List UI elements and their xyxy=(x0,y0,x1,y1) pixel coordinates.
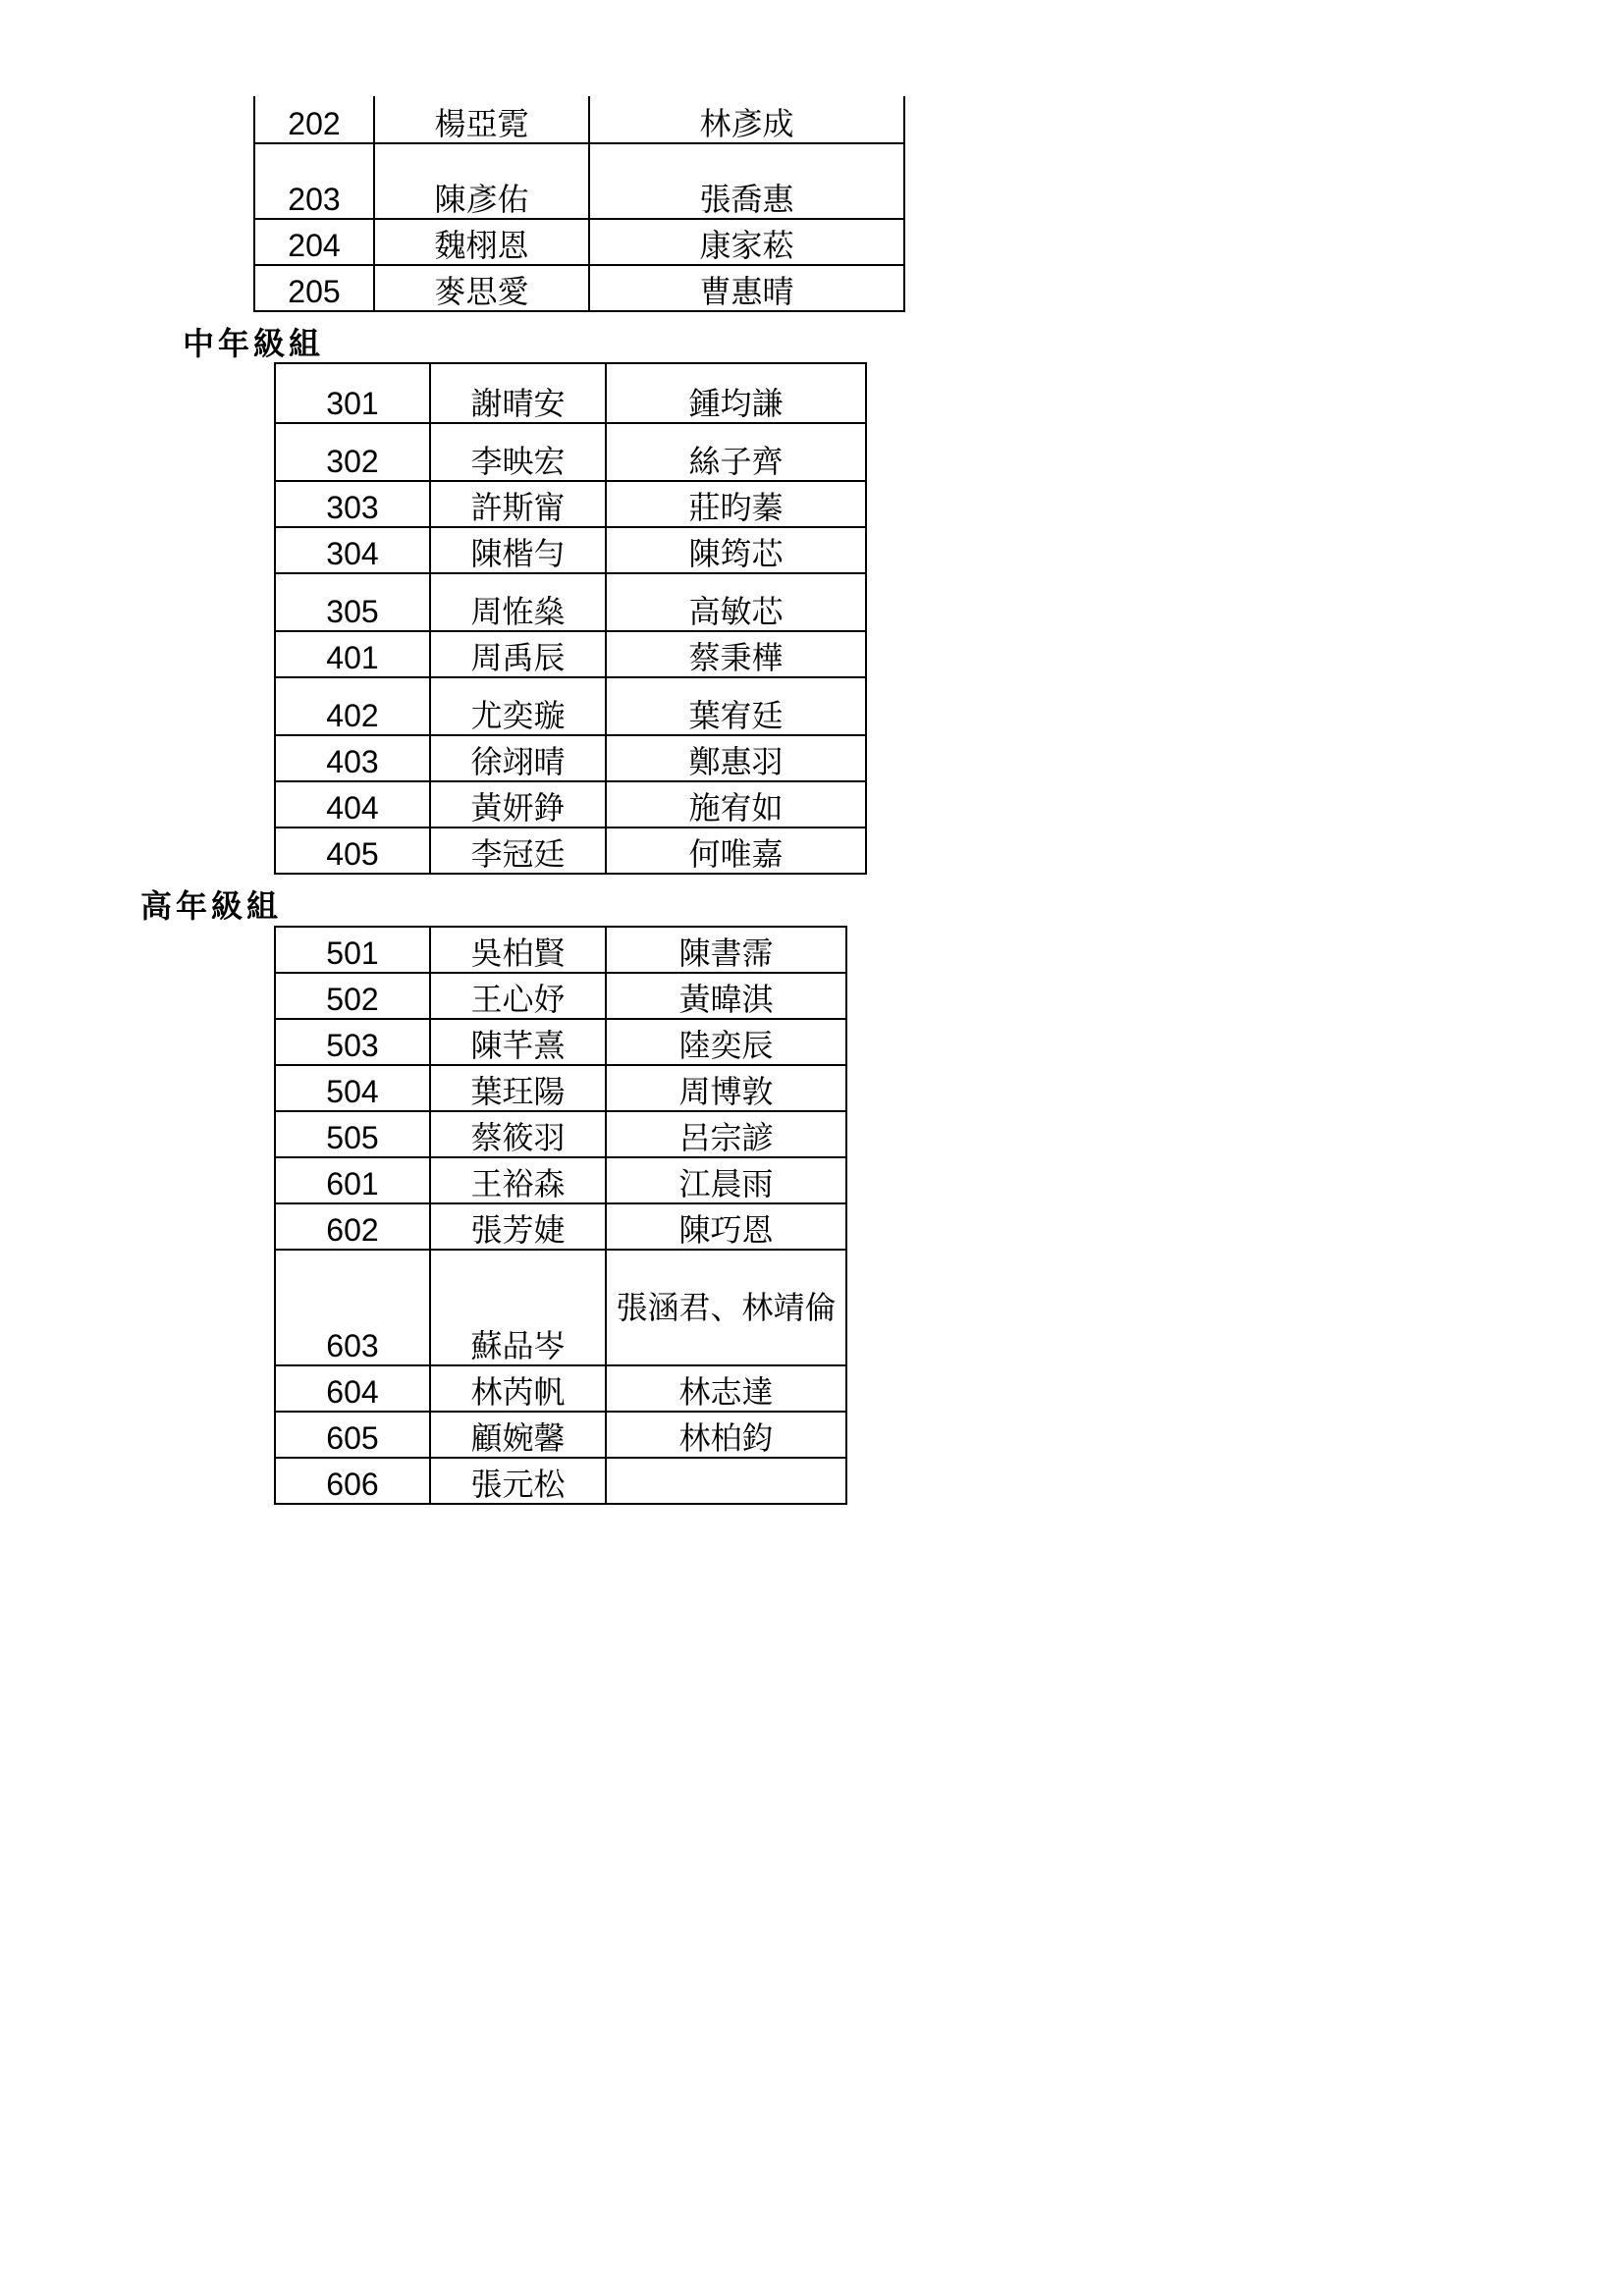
table-upper-grade xyxy=(274,926,847,1505)
student-name: 莊昀蓁 xyxy=(606,481,866,527)
student-name: 徐翊晴 xyxy=(430,735,606,781)
table-row xyxy=(275,1203,846,1250)
class-number: 604 xyxy=(275,1365,430,1412)
table-row xyxy=(275,1157,846,1203)
student-name: 周博敦 xyxy=(606,1065,846,1111)
table-row xyxy=(254,219,904,265)
class-number: 601 xyxy=(275,1157,430,1203)
student-name: 李冠廷 xyxy=(430,828,606,874)
student-name: 王裕森 xyxy=(430,1157,606,1203)
student-name: 黃妍錚 xyxy=(430,781,606,828)
student-name: 李映宏 xyxy=(430,423,606,481)
class-number: 602 xyxy=(275,1203,430,1250)
student-name: 謝晴安 xyxy=(430,363,606,423)
table-row xyxy=(275,781,866,828)
class-number: 402 xyxy=(275,677,430,735)
table-row xyxy=(275,677,866,735)
student-name: 張芳婕 xyxy=(430,1203,606,1250)
class-number: 503 xyxy=(275,1019,430,1065)
table-row xyxy=(275,1458,846,1504)
class-number: 502 xyxy=(275,973,430,1019)
class-number: 401 xyxy=(275,631,430,677)
class-number: 305 xyxy=(275,573,430,631)
class-number: 404 xyxy=(275,781,430,828)
student-name: 絲子齊 xyxy=(606,423,866,481)
table-row xyxy=(254,265,904,311)
student-name: 張元松 xyxy=(430,1458,606,1504)
table-row xyxy=(275,481,866,527)
class-number: 301 xyxy=(275,363,430,423)
student-name: 呂宗諺 xyxy=(606,1111,846,1157)
class-number: 603 xyxy=(275,1250,430,1365)
student-name: 陳芊熹 xyxy=(430,1019,606,1065)
student-name: 曹惠晴 xyxy=(589,265,904,311)
student-name: 葉宥廷 xyxy=(606,677,866,735)
table-row xyxy=(275,1111,846,1157)
student-name: 楊亞霓 xyxy=(374,96,589,143)
student-name: 江晨雨 xyxy=(606,1157,846,1203)
student-name: 陳彥佑 xyxy=(374,143,589,219)
student-name: 林芮帆 xyxy=(430,1365,606,1412)
table-row xyxy=(275,1019,846,1065)
student-name: 施宥如 xyxy=(606,781,866,828)
class-number: 204 xyxy=(254,219,374,265)
class-number: 605 xyxy=(275,1412,430,1458)
table-middle-grade xyxy=(274,362,867,875)
student-name: 高敏芯 xyxy=(606,573,866,631)
student-name: 林柏鈞 xyxy=(606,1412,846,1458)
table-row xyxy=(275,1412,846,1458)
class-number: 202 xyxy=(254,96,374,143)
student-name: 張喬惠 xyxy=(589,143,904,219)
student-name: 何唯嘉 xyxy=(606,828,866,874)
student-name: 吳柏賢 xyxy=(430,927,606,973)
student-name: 陳楷勻 xyxy=(430,527,606,573)
student-name: 王心妤 xyxy=(430,973,606,1019)
student-name: 蔡秉樺 xyxy=(606,631,866,677)
table-row xyxy=(275,573,866,631)
student-name: 顧婉馨 xyxy=(430,1412,606,1458)
class-number: 606 xyxy=(275,1458,430,1504)
table-row xyxy=(275,828,866,874)
class-number: 505 xyxy=(275,1111,430,1157)
table-row xyxy=(275,927,846,973)
class-number: 203 xyxy=(254,143,374,219)
group-title: 中年級組 xyxy=(183,325,325,362)
class-number: 504 xyxy=(275,1065,430,1111)
table-lower-grade-continued xyxy=(253,96,905,312)
table-row xyxy=(275,631,866,677)
student-name: 陸奕辰 xyxy=(606,1019,846,1065)
student-name: 陳書霈 xyxy=(606,927,846,973)
table-row xyxy=(275,363,866,423)
class-number: 501 xyxy=(275,927,430,973)
table-row xyxy=(275,735,866,781)
table-row xyxy=(275,527,866,573)
class-number: 205 xyxy=(254,265,374,311)
class-number: 403 xyxy=(275,735,430,781)
table-row xyxy=(254,96,904,143)
student-name: 周恠燊 xyxy=(430,573,606,631)
student-name: 林彥成 xyxy=(589,96,904,143)
group-title: 高年級組 xyxy=(140,887,283,925)
table-row xyxy=(275,1365,846,1412)
student-name: 鄭惠羽 xyxy=(606,735,866,781)
table-row xyxy=(254,143,904,219)
class-number: 303 xyxy=(275,481,430,527)
student-name: 張涵君、林靖倫 xyxy=(606,1250,846,1365)
student-name: 康家菘 xyxy=(589,219,904,265)
student-name: 許斯甯 xyxy=(430,481,606,527)
student-name: 蘇品岑 xyxy=(430,1250,606,1365)
table-row xyxy=(275,423,866,481)
class-number: 405 xyxy=(275,828,430,874)
student-name: 周禹辰 xyxy=(430,631,606,677)
student-name xyxy=(606,1458,846,1504)
student-name: 陳筠芯 xyxy=(606,527,866,573)
student-name: 蔡筱羽 xyxy=(430,1111,606,1157)
student-name: 尤奕璇 xyxy=(430,677,606,735)
table-row xyxy=(275,1065,846,1111)
table-row xyxy=(275,973,846,1019)
class-number: 304 xyxy=(275,527,430,573)
student-name: 黃暐淇 xyxy=(606,973,846,1019)
student-name: 麥思愛 xyxy=(374,265,589,311)
student-name: 林志達 xyxy=(606,1365,846,1412)
student-name: 鍾均謙 xyxy=(606,363,866,423)
student-name: 陳巧恩 xyxy=(606,1203,846,1250)
student-name: 葉玨陽 xyxy=(430,1065,606,1111)
student-name: 魏栩恩 xyxy=(374,219,589,265)
table-row xyxy=(275,1250,846,1365)
class-number: 302 xyxy=(275,423,430,481)
